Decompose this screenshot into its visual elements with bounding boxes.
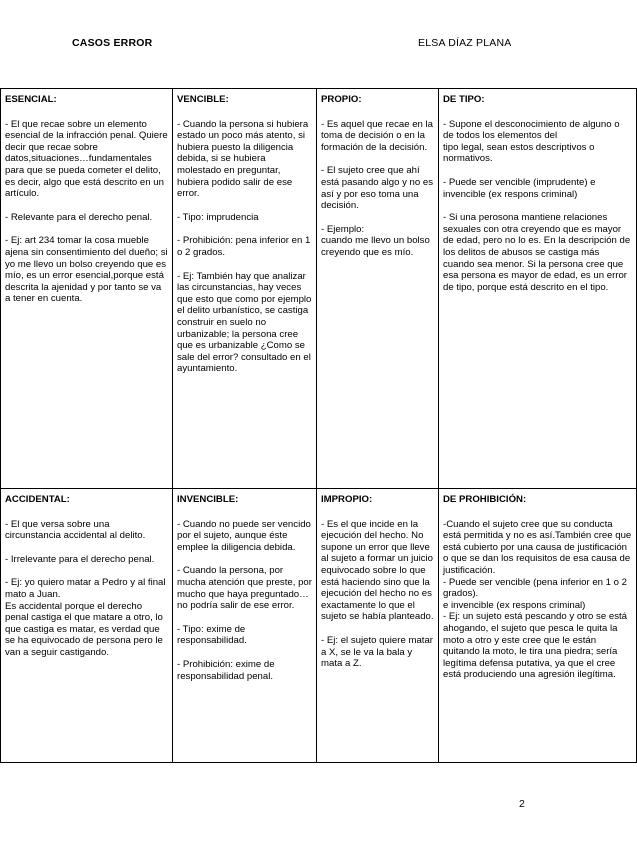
cell-title: ESENCIAL:: [5, 94, 57, 105]
cell-impropio: [317, 489, 439, 763]
cell-text: - Cuando la persona, por mucha atención que preste, por mucho que haya preguntado… no podría salir de ese error.: [177, 565, 312, 612]
cell-title: ACCIDENTAL:: [5, 494, 70, 505]
cell-title: DE PROHIBICIÓN:: [443, 494, 527, 505]
page-number: 2: [519, 798, 525, 810]
cell-title: PROPIO:: [321, 94, 362, 105]
cell-accidental: [1, 489, 173, 763]
cell-text: - Ej: yo quiero matar a Pedro y al final mato a Juan. Es accidental porque el derecho penal castiga el que matare a otro, lo que castiga es matar, es verdad que se ha equivocado de persona pero le van a seguir castigando.: [5, 577, 166, 658]
table-row: [1, 489, 637, 763]
cell-text: - El que versa sobre una circunstancia accidental al delito.: [5, 518, 146, 542]
cell-text: - Cuando la persona si hubiera estado un poco más atento, si hubiera puesto la diligencia debida, si se hubiera molestado en preguntar, hubiera podido salir de ese error.: [177, 118, 309, 200]
cell-title: VENCIBLE:: [177, 94, 229, 105]
cell-propio: [317, 89, 439, 489]
cell-text: - Cuando no puede ser vencido por el sujeto, aunque éste emplee la diligencia debida.: [177, 518, 311, 553]
cell-title: INVENCIBLE:: [177, 494, 239, 505]
cell-title: IMPROPIO:: [321, 494, 373, 505]
cell-text: - Tipo: exime de responsabilidad.: [177, 623, 247, 647]
cell-de-prohibicion: [439, 489, 637, 763]
cell-invencible: [173, 489, 317, 763]
table-row: [1, 89, 637, 489]
header-author: ELSA DÍAZ PLANA: [418, 37, 512, 49]
cell-text: - Irrelevante para el derecho penal.: [5, 553, 155, 565]
cell-text: - Ej: art 234 tomar la cosa mueble ajena sin consentimiento del dueño; si yo me llevo un bolso creyendo que es mío, es un error esencial,porque está descrita la ajenidad y por tanto se va a tener en cuenta.: [5, 235, 168, 305]
cell-text: -Cuando el sujeto cree que su conducta está permitida y no es así.También cree que está cubierto por una causa de justificación o que se dan los requisitos de esa causa de justificación. - Puede ser vencible (pena inferior en 1 o 2 grados). e invencible (ex respons criminal) - Ej: un sujeto está pescando y otro se está ahogando, el sujeto que pesca le quita la moto a otro y este cree que le están quitando la moto, le tira una piedra; sería legítima defensa putativa, ya que el cree está produciendo una agresión ilegítima.: [443, 518, 632, 681]
cell-text: - Relevante para el derecho penal.: [5, 211, 153, 223]
cell-text: - Tipo: imprudencia: [177, 211, 259, 223]
cell-esencial: [1, 89, 173, 489]
cell-vencible: [173, 89, 317, 489]
cell-text: - Es aquel que recae en la toma de decisión o en la formación de la decisión.: [321, 118, 434, 153]
cell-text: - Es el que incide en la ejecución del hecho. No supone un error que lleve al sujeto a formar un juicio equivocado sobre lo que está haciendo sino que la ejecución del hecho no es exactamente lo que el sujeto se había planteado.: [321, 518, 434, 623]
cell-text: - Puede ser vencible (imprudente) e invencible (ex respons criminal): [443, 176, 596, 200]
header-title: CASOS ERROR: [72, 37, 153, 49]
cell-text: - Ejemplo: cuando me llevo un bolso creyendo que es mío.: [321, 223, 430, 258]
cell-text: - El sujeto cree que ahí está pasando algo y no es así y por eso toma una decisión.: [321, 165, 434, 212]
cell-text: - Prohibición: exime de responsabilidad penal.: [177, 658, 275, 682]
error-cases-table: [0, 88, 637, 763]
cell-text: - Prohibición: pena inferior en 1 o 2 grados.: [177, 235, 311, 258]
cell-text: - Supone el desconocimiento de alguno o de todos los elementos del tipo legal, sean estos descriptivos o normativos.: [443, 118, 620, 165]
cell-text: - Si una perosona mantiene relaciones sexuales con otra creyendo que es mayor de edad, pero no lo es. En la descripción de los delitos de abusos se castiga más cuando sea menor. Si la persona cree que esa persona es mayor de edad, es un error de tipo, porque está descrito en el tipo.: [443, 212, 631, 293]
cell-title: DE TIPO:: [443, 94, 485, 105]
cell-text: - Ej: el sujeto quiere matar a X, se le va la bala y mata a Z.: [321, 634, 433, 670]
cell-text: - Ej: También hay que analizar las circunstancias, hay veces que esto que como por ejemplo el delito urbanístico, se castiga construir en suelo no urbanizable; la persona cree que es urbanizable ¿Como se sale del error? consultado en el ayuntamiento.: [177, 270, 312, 375]
cell-de-tipo: [439, 89, 637, 489]
cell-text: - El que recae sobre un elemento esencial de la infracción penal. Quiere decir que recae sobre datos,situaciones…fundamentales para que se pueda cometer el delito, es decir, algo que está descrito en un artículo.: [5, 118, 168, 200]
